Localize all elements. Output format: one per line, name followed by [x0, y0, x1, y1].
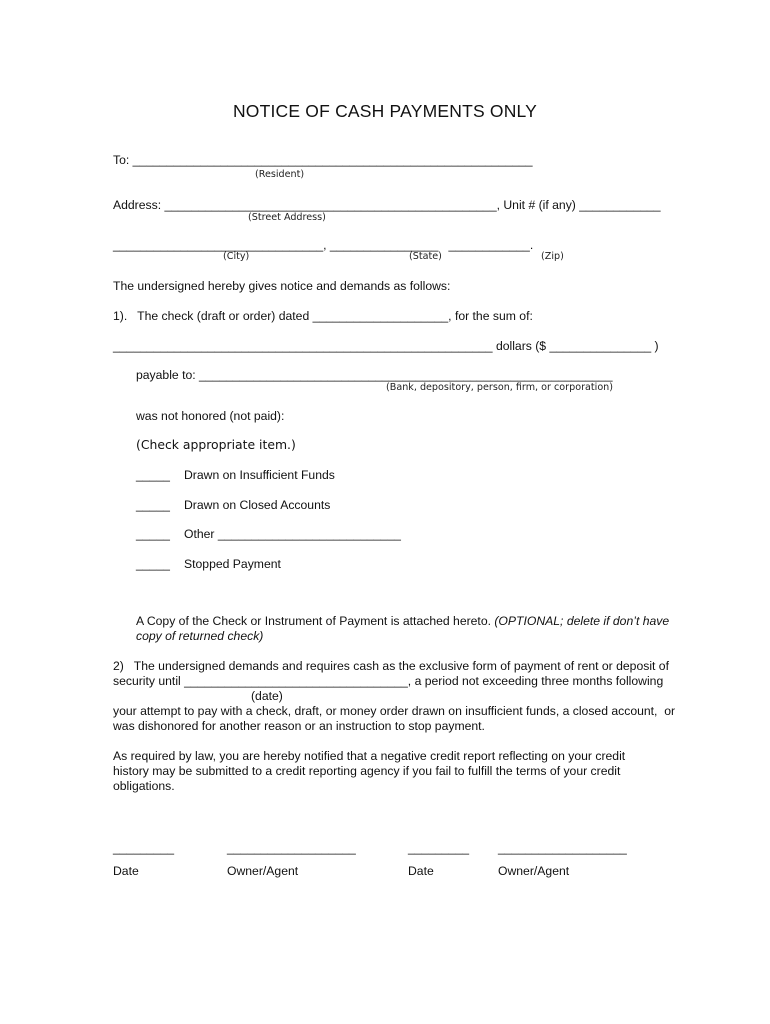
copy-attached-text: A Copy of the Check or Instrument of Payment is attached hereto. (OPTIONAL; delete if don’t have [136, 614, 670, 628]
date-caption: (date) [251, 689, 283, 703]
option-insufficient-funds: Drawn on Insufficient Funds [184, 468, 335, 482]
option-blank: _____ [136, 468, 170, 482]
copy-optional-note: copy of returned check) [136, 629, 264, 643]
signature-blank: ___________________ [498, 841, 627, 855]
to-line: To: ___________________________________________________________ [113, 153, 533, 167]
address-line: Address: _________________________________________________, Unit # (if any) ____________ [113, 198, 661, 212]
item-1-line: 1). The check (draft or order) dated ____________________, for the sum of: [113, 309, 533, 323]
signature-blank: _________ [408, 841, 470, 855]
item-2-line-1: 2) The undersigned demands and requires cash as the exclusive form of payment of rent or deposit of [113, 659, 669, 673]
not-honored-text: was not honored (not paid): [136, 409, 285, 423]
resident-caption: (Resident) [255, 169, 305, 180]
payable-caption: (Bank, depository, person, firm, or corporation) [386, 382, 614, 393]
city-state-zip-line: _______________________________, ________________ ____________. [113, 238, 534, 252]
option-blank: _____ [136, 527, 170, 541]
intro-text: The undersigned hereby gives notice and demands as follows: [113, 279, 451, 293]
option-closed-accounts: Drawn on Closed Accounts [184, 498, 331, 512]
dollars-line: ________________________________________________________ dollars ($ _______________ ) [113, 339, 659, 353]
item-2-line-2: security until _________________________________, a period not exceeding three months following [113, 674, 664, 688]
signature-label-owner-agent: Owner/Agent [498, 864, 570, 878]
zip-caption: (Zip) [541, 251, 564, 262]
payable-to-line: payable to: _____________________________________________________________ [136, 368, 613, 382]
item-2-line-3: your attempt to pay with a check, draft, or money order drawn on insufficient funds, a closed account, or [113, 704, 676, 718]
option-stopped-payment: Stopped Payment [184, 557, 281, 571]
signature-label-owner-agent: Owner/Agent [227, 864, 299, 878]
document-title: NOTICE OF CASH PAYMENTS ONLY [232, 101, 538, 121]
law-notice-line-1: As required by law, you are hereby notified that a negative credit report reflecting on your credit [113, 749, 626, 763]
signature-blank: ___________________ [227, 841, 356, 855]
law-notice-line-3: obligations. [113, 779, 175, 793]
city-caption: (City) [223, 251, 250, 262]
option-other: Other ___________________________ [184, 527, 401, 541]
signature-label-date: Date [113, 864, 139, 878]
state-caption: (State) [409, 251, 442, 262]
option-blank: _____ [136, 557, 170, 571]
street-address-caption: (Street Address) [248, 212, 326, 223]
law-notice-line-2: history may be submitted to a credit reporting agency if you fail to fulfill the terms of your credit [113, 764, 621, 778]
check-appropriate-note: (Check appropriate item.) [136, 437, 296, 452]
signature-blank: _________ [113, 841, 175, 855]
option-blank: _____ [136, 498, 170, 512]
item-2-line-4: was dishonored for another reason or an instruction to stop payment. [113, 719, 485, 733]
signature-label-date: Date [408, 864, 434, 878]
